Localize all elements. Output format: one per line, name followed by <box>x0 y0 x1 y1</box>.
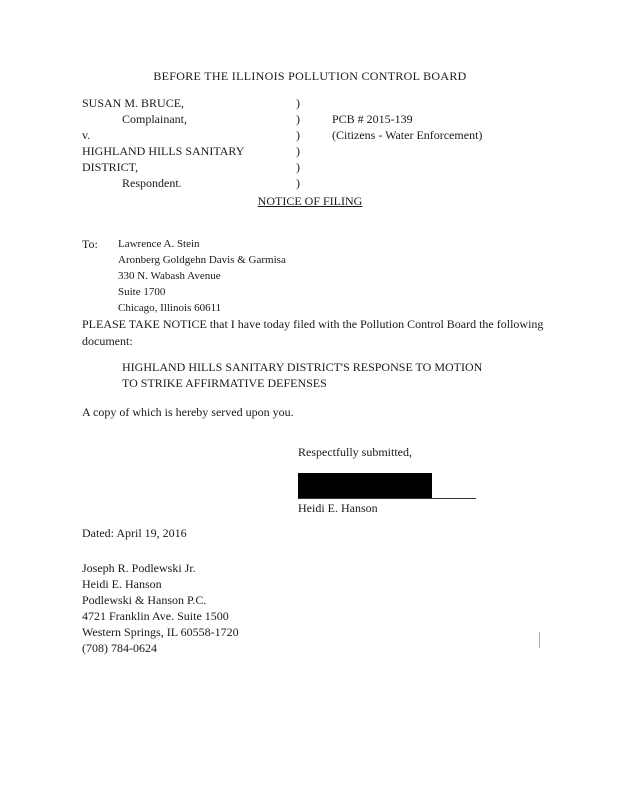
complainant-role: Complainant, <box>122 112 187 126</box>
firm-line: Heidi E. Hanson <box>82 577 162 591</box>
caption-paren: ) <box>296 176 300 190</box>
filed-document-title <box>122 359 482 391</box>
caption-paren: ) <box>296 128 300 142</box>
board-heading: BEFORE THE ILLINOIS POLLUTION CONTROL BOARD <box>153 69 467 83</box>
caption-paren: ) <box>296 112 300 126</box>
firm-line: Podlewski & Hanson P.C. <box>82 593 207 607</box>
versus-label: v. <box>82 128 91 142</box>
notice-paragraph: PLEASE TAKE NOTICE that I have today filed with the Pollution Control Board the following document: <box>82 317 544 348</box>
document-title-line: HIGHLAND HILLS SANITARY DISTRICT'S RESPONSE TO MOTION <box>122 360 483 374</box>
firm-line: (708) 784-0624 <box>82 641 157 655</box>
respondent-name-line-1: HIGHLAND HILLS SANITARY <box>82 144 245 158</box>
caption-parentheses <box>296 95 300 191</box>
signature-line <box>298 498 476 499</box>
closing-text: Respectfully submitted, <box>298 445 412 459</box>
case-type: (Citizens - Water Enforcement) <box>332 128 483 142</box>
service-statement: A copy of which is hereby served upon you. <box>82 405 294 419</box>
notice-title: NOTICE OF FILING <box>257 194 363 208</box>
date-line: Dated: April 19, 2016 <box>82 526 187 540</box>
case-caption-parties <box>82 95 244 191</box>
recipient-address <box>118 236 286 316</box>
to-label: To: <box>82 237 98 251</box>
firm-line: Western Springs, IL 60558-1720 <box>82 625 239 639</box>
recipient-line: Aronberg Goldgehn Davis & Garmisa <box>118 254 286 266</box>
complainant-name: SUSAN M. BRUCE, <box>82 96 185 110</box>
scan-mark <box>539 632 540 648</box>
respondent-name-line-2: DISTRICT, <box>82 160 139 174</box>
recipient-line: Chicago, Illinois 60611 <box>118 302 222 314</box>
firm-line: 4721 Franklin Ave. Suite 1500 <box>82 609 229 623</box>
recipient-line: 330 N. Wabash Avenue <box>118 270 221 282</box>
recipient-line: Lawrence A. Stein <box>118 238 200 250</box>
case-info <box>332 111 482 143</box>
caption-paren: ) <box>296 144 300 158</box>
document-title-line: TO STRIKE AFFIRMATIVE DEFENSES <box>122 376 327 390</box>
recipient-line: Suite 1700 <box>118 286 166 298</box>
firm-line: Joseph R. Podlewski Jr. <box>82 561 196 575</box>
case-number: PCB # 2015-139 <box>332 112 413 126</box>
signature-redaction <box>298 473 432 499</box>
signer-name: Heidi E. Hanson <box>298 501 378 515</box>
firm-block <box>82 560 239 656</box>
caption-paren: ) <box>296 96 300 110</box>
respondent-role: Respondent. <box>122 176 182 190</box>
caption-paren: ) <box>296 160 300 174</box>
